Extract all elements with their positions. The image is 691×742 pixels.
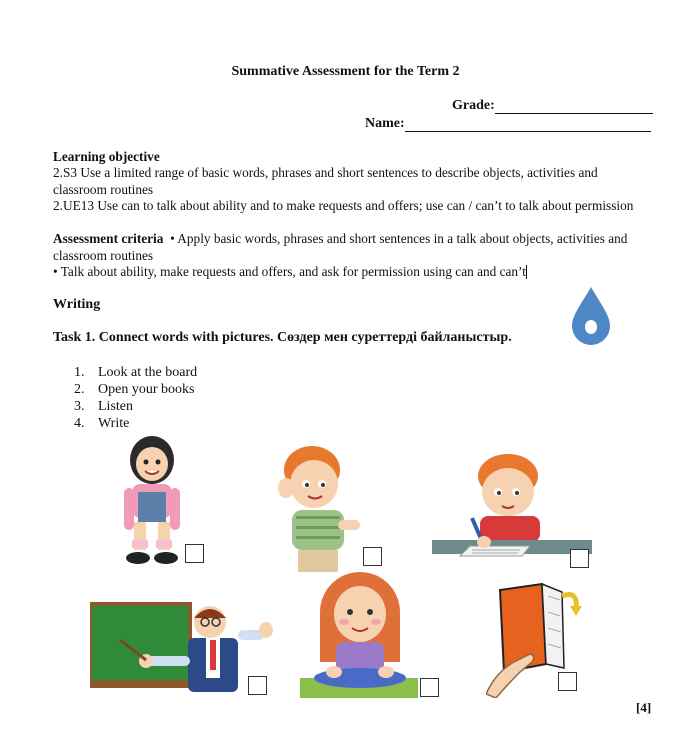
criteria-item-1: • Apply basic words, phrases and short sentences in a talk about objects, activities and classroom routines — [53, 231, 628, 263]
objective-2: 2.UE13 Use can to talk about ability and to make requests and offers; use can / can’t to talk about permission — [53, 198, 634, 213]
boy-writing-icon — [432, 452, 592, 575]
answer-checkbox-2[interactable] — [363, 547, 382, 566]
girl-bending-icon — [118, 432, 186, 575]
list-number: 2. — [74, 382, 85, 397]
list-item — [74, 415, 197, 432]
assessment-criteria-1 — [53, 231, 653, 264]
name-blank-line[interactable] — [405, 117, 651, 132]
learning-objective-heading: Learning objective — [53, 149, 160, 164]
name-field[interactable] — [365, 116, 651, 132]
grade-blank-line[interactable] — [495, 99, 653, 114]
answer-checkbox-1[interactable] — [185, 544, 204, 563]
answer-checkbox-3[interactable] — [570, 549, 589, 568]
list-text: Open your books — [98, 382, 195, 397]
document-title: Summative Assessment for the Term 2 — [231, 64, 460, 79]
task-instruction: Task 1. Connect words with pictures. Сөздер мен суреттерді байланыстыр. — [53, 330, 512, 345]
section-heading: Writing — [53, 297, 101, 312]
answer-checkbox-5[interactable] — [420, 678, 439, 697]
grade-label: Grade: — [452, 98, 495, 113]
score-mark: [4] — [636, 700, 652, 715]
list-number: 1. — [74, 365, 85, 380]
list-number: 4. — [74, 416, 85, 431]
name-label: Name: — [365, 116, 405, 131]
girl-sitting-icon — [300, 572, 418, 703]
word-list — [74, 364, 197, 432]
text-cursor — [526, 265, 527, 279]
answer-checkbox-4[interactable] — [248, 676, 267, 695]
grade-field[interactable] — [452, 98, 653, 114]
list-number: 3. — [74, 399, 85, 414]
list-text: Write — [98, 416, 130, 431]
boy-listening-icon — [272, 444, 368, 577]
criteria-item-2: • Talk about ability, make requests and offers, and ask for permission using can and can’t — [53, 264, 526, 279]
list-text: Look at the board — [98, 365, 198, 380]
objective-1: 2.S3 Use a limited range of basic words, phrases and short sentences to describe objects, activities and classroom routines — [53, 165, 598, 197]
list-item — [74, 381, 197, 398]
list-text: Listen — [98, 399, 133, 414]
answer-checkbox-6[interactable] — [558, 672, 577, 691]
assessment-criteria-2 — [53, 264, 653, 281]
assessment-criteria-heading: Assessment criteria — [53, 231, 164, 246]
list-item — [74, 364, 197, 381]
water-drop-icon — [570, 285, 612, 352]
list-item — [74, 398, 197, 415]
